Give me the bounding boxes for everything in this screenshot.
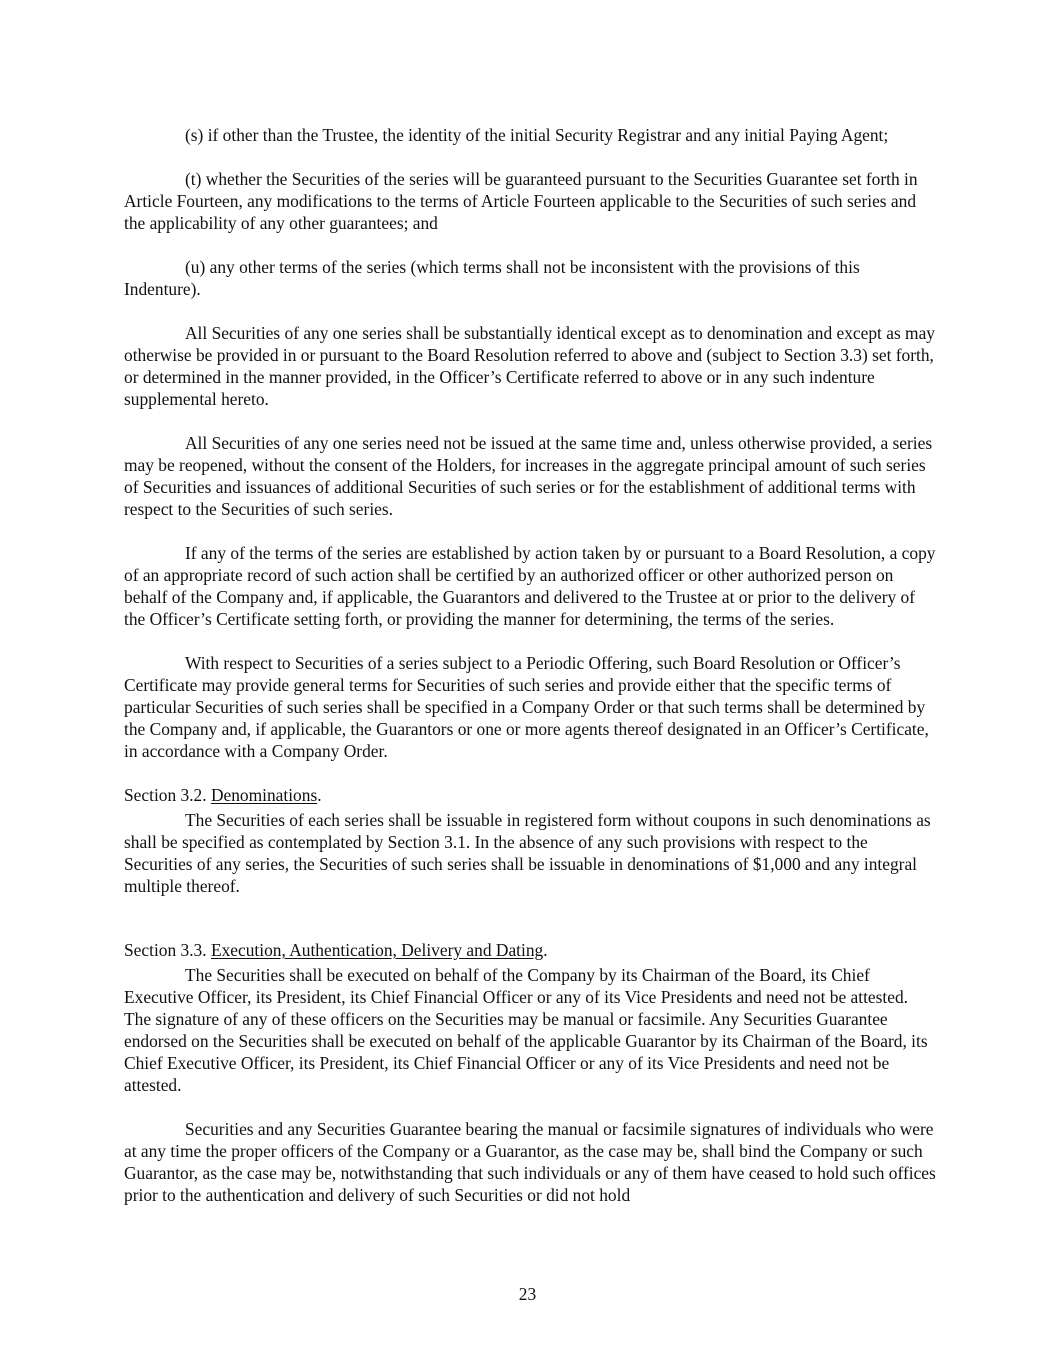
section-3-3-body-execution: The Securities shall be executed on behalf of the Company by its Chairman of the Board, its Chief Executive Officer, its President, its Chief Financial Officer or any of its Vice Presidents and need not be attested. The signature of any of these officers on the Securities may be manual or facsimile. Any Securities Guarantee endorsed on the Securities shall be executed on behalf of the applicable Guarantor by its Chairman of the Board, its Chief Executive Officer, its President, its Chief Financial Officer or any of its Vice Presidents and need not be attested. (124, 965, 928, 1095)
document-page (124, 124, 936, 1228)
paragraph-s: (s) if other than the Trustee, the identity of the initial Security Registrar and any initial Paying Agent; (185, 125, 889, 145)
section-3-3-title: Execution, Authentication, Delivery and Dating (210, 940, 544, 960)
paragraph-t: (t) whether the Securities of the series will be guaranteed pursuant to the Securities Guarantee set forth in Article Fourteen, any modifications to the terms of Article Fourteen applicable to the Securities of such series and the applicability of any other guarantees; and (124, 169, 918, 233)
section-3-2-heading (124, 784, 936, 806)
section-3-2-label: Section 3.2. (124, 785, 211, 805)
paragraph-u: (u) any other terms of the series (which terms shall not be inconsistent with the provisions of this Indenture). (124, 257, 860, 299)
section-3-2-period: . (317, 785, 322, 805)
paragraph-periodic-offering: With respect to Securities of a series subject to a Periodic Offering, such Board Resolution or Officer’s Certificate may provide general terms for Securities of such series and provide either that the specific terms of particular Securities of such series shall be specified in a Company Order or that such terms shall be determined by the Company and, if applicable, the Guarantors or one or more agents thereof designated in an Officer’s Certificate, in accordance with a Company Order. (124, 653, 929, 761)
section-3-3-label: Section 3.3. (124, 940, 211, 960)
section-3-3-heading (124, 939, 936, 961)
section-3-3-period: . (543, 940, 548, 960)
paragraph-board-resolution: If any of the terms of the series are established by action taken by or pursuant to a Board Resolution, a copy of an appropriate record of such action shall be certified by an authorized officer or other authorized person on behalf of the Company and, if applicable, the Guarantors and delivered to the Trustee at or prior to the delivery of the Officer’s Certificate setting forth, or providing the manner for determining, the terms of the series. (124, 543, 936, 629)
section-3-3-body-signatures: Securities and any Securities Guarantee bearing the manual or facsimile signatures of individuals who were at any time the proper officers of the Company or a Guarantor, as the case may be, shall bind the Company or such Guarantor, as the case may be, notwithstanding that such individuals or any of them have ceased to hold such offices prior to the authentication and delivery of such Securities or did not hold (124, 1119, 936, 1205)
paragraph-reopening: All Securities of any one series need not be issued at the same time and, unless otherwise provided, a series may be reopened, without the consent of the Holders, for increases in the aggregate principal amount of such series of Securities and issuances of additional Securities of such series or for the establishment of additional terms with respect to the Securities of such series. (124, 433, 933, 519)
section-3-2-body: The Securities of each series shall be issuable in registered form without coupons in such denominations as shall be specified as contemplated by Section 3.1. In the absence of any such provisions with respect to the Securities of any series, the Securities of such series shall be issuable in denominations of $1,000 and any integral multiple thereof. (124, 810, 931, 896)
section-spacer (124, 919, 936, 939)
section-3-2-title: Denominations (210, 785, 318, 805)
page-number: 23 (518, 1284, 537, 1304)
paragraph-identical-securities: All Securities of any one series shall be substantially identical except as to denomination and except as may otherwise be provided in or pursuant to the Board Resolution referred to above and (subject to Section 3.3) set forth, or determined in the manner provided, in the Officer’s Certificate referred to above or in any such indenture supplemental hereto. (124, 323, 935, 409)
